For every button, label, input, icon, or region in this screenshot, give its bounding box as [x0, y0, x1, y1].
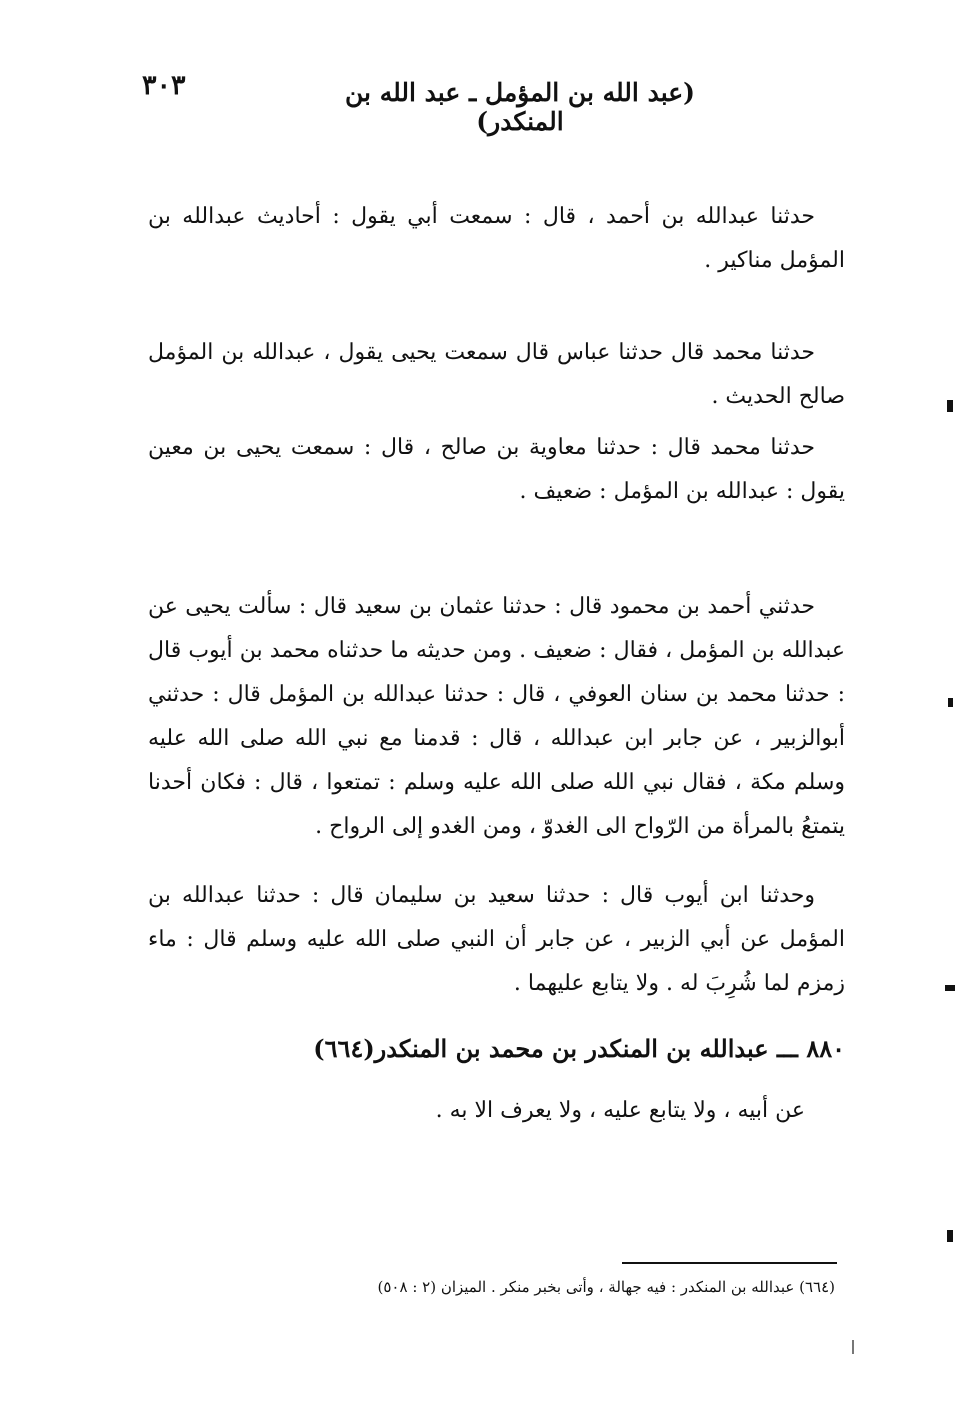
footnote-divider — [622, 1262, 837, 1264]
paragraph: وحدثنا ابن أيوب قال : حدثنا سعيد بن سليمان قال : حدثنا عبدالله بن المؤمل عن أبي الزبير ، عن جابر أن النبي صلى الله عليه وسلم قال : ماء زمزم لما شُرِبَ له . ولا يتابع عليهما . — [148, 883, 845, 996]
margin-mark — [947, 400, 953, 412]
paragraph: حدثني أحمد بن محمود قال : حدثنا عثمان بن سعيد قال : سألت يحيى عن عبدالله بن المؤمل ، فقال : ضعيف . ومن حديثه ما حدثناه محمد بن أيوب قال : حدثنا محمد بن سنان العوفي ، قال : حدثنا عبدالله بن المؤمل قال : حدثني أبوالزبير ، عن جابر ابن عبدالله ، قال : قدمنا مع نبي الله صلى الله عليه وسلم مكة ، فقال نبي الله صلى الله عليه وسلم : تمتعوا ، قال : فكان أحدنا يتمتعُ بالمرأة من الرّواح الى الغدوّ ، ومن الغدو إلى الرواح . — [148, 594, 845, 839]
entry-heading: ٨٨٠ ـــ عبدالله بن المنكدر بن محمد بن المنكدر(٦٦٤) — [313, 1034, 845, 1063]
margin-mark — [947, 1230, 953, 1242]
entry-body: عن أبيه ، ولا يتابع عليه ، ولا يعرف الا به . — [435, 1098, 805, 1123]
margin-mark — [948, 698, 953, 707]
footnote: (٦٦٤) عبدالله بن المنكدر : فيه جهالة ، وأتى بخبر منكر . الميزان (٢ : ٥٠٨) — [377, 1278, 835, 1296]
running-header: (عبد الله بن المؤمل ـ عبد الله بن المنكدر) — [345, 78, 695, 136]
paragraph: حدثنا محمد قال : حدثنا معاوية بن صالح ، قال : سمعت يحيى بن معين يقول : عبدالله بن المؤمل : ضعيف . — [148, 435, 845, 504]
page-number: ٣٠٣ — [142, 70, 186, 101]
margin-mark — [852, 1340, 854, 1354]
margin-mark — [945, 985, 955, 991]
paragraph: حدثنا عبدالله بن أحمد ، قال : سمعت أبي يقول : أحاديث عبدالله بن المؤمل مناكير . — [148, 204, 845, 273]
paragraph: حدثنا محمد قال حدثنا عباس قال سمعت يحيى يقول ، عبدالله بن المؤمل صالح الحديث . — [148, 340, 845, 409]
